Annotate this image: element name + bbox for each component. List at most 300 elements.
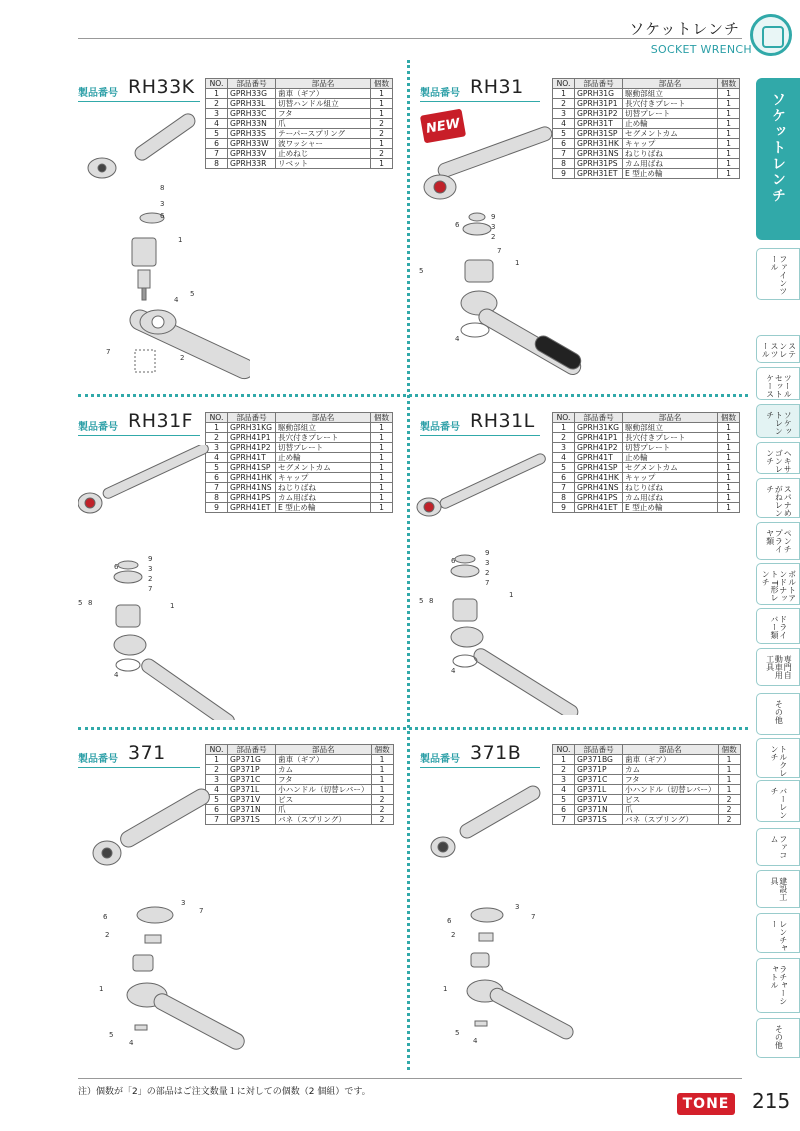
table-cell: ねじりばね [623,149,718,159]
table-cell: GPRH41SP [228,463,276,473]
table-cell: 6 [553,139,575,149]
table-cell: バネ（スプリング） [276,815,372,825]
table-cell: GPRH31KG [575,423,623,433]
table-cell: 2 [371,815,393,825]
table-cell: GPRH31KG [228,423,276,433]
table-row [206,99,393,109]
table-cell: 9 [206,503,228,513]
parts-table-header: 部品番号 [575,79,623,89]
table-row [553,775,741,785]
parts-table-header: 部品名 [276,79,371,89]
svg-text:2: 2 [148,575,153,583]
header-title: ソケットレンチ [629,20,740,38]
svg-text:8: 8 [160,184,165,192]
table-cell: 2 [718,805,740,815]
table-cell: GP371L [228,785,276,795]
tone-logo: TONE [677,1093,735,1115]
table-row [206,765,394,775]
svg-text:6: 6 [455,221,460,229]
product-code: RH33K [128,76,195,98]
table-cell: GP371V [575,795,623,805]
table-cell: 1 [718,765,740,775]
table-cell: カム用ばね [623,493,718,503]
svg-text:3: 3 [485,559,490,567]
product-code: RH31L [470,410,535,432]
svg-text:7: 7 [531,913,536,921]
table-cell: 4 [553,785,575,795]
table-cell: 5 [206,463,228,473]
table-cell: GP371BG [575,755,623,765]
parts-table-header: 個数 [371,79,393,89]
side-tab-6[interactable]: ペンチ プライヤ類 [756,522,800,560]
table-cell: 1 [718,473,740,483]
svg-text:6: 6 [447,917,452,925]
svg-text:8: 8 [88,599,93,607]
table-cell: 波ワッシャー [276,139,371,149]
table-cell: 5 [553,795,575,805]
parts-table-header: NO. [206,413,228,423]
table-cell: 1 [553,423,575,433]
table-cell: 駆動部組立 [276,423,371,433]
svg-text:5: 5 [78,599,83,607]
table-cell: フタ [623,775,719,785]
371-illustration [85,785,255,1050]
svg-text:7: 7 [148,585,153,593]
divider-vertical [407,60,410,1070]
parts-table-header: NO. [206,79,228,89]
side-tab-3[interactable]: ソケットレンチ [756,404,800,438]
table-cell: 1 [206,423,228,433]
product-underline [420,435,540,436]
table-cell: 1 [371,785,393,795]
divider-row2 [78,727,748,730]
product-code: RH31 [470,76,524,98]
371b-illustration [425,785,585,1050]
svg-text:4: 4 [451,667,456,675]
table-cell: 1 [718,493,740,503]
table-cell: GP371C [228,775,276,785]
table-cell: 3 [206,443,228,453]
side-tab-14[interactable]: 建設工具 [756,870,800,908]
side-tab-active[interactable]: ソケットレンチ [756,78,800,240]
svg-text:2: 2 [485,569,490,577]
table-row [553,89,740,99]
table-cell: 1 [371,463,393,473]
table-cell: 止めねじ [276,149,371,159]
table-cell: GPRH33R [228,159,276,169]
parts-table-header: 部品番号 [575,413,623,423]
parts-table-header: 個数 [718,745,740,755]
svg-text:1: 1 [443,985,448,993]
table-cell: 1 [371,775,393,785]
side-tab-16[interactable]: ラチャーシャトル [756,958,800,1013]
table-cell: GPRH41P2 [228,443,276,453]
divider-row1 [78,394,748,397]
svg-text:1: 1 [99,985,104,993]
product-underline [78,435,200,436]
table-cell: 切替プレート [623,443,718,453]
parts-table-header: 個数 [371,745,393,755]
parts-table-header: NO. [553,79,575,89]
table-cell: 5 [553,463,575,473]
table-cell: GPRH41NS [575,483,623,493]
side-tab-7[interactable]: ボルトアンドナット T形レンチ [756,563,800,605]
table-cell: 2 [553,433,575,443]
table-row [206,775,394,785]
table-cell: 6 [553,473,575,483]
table-cell: GPRH33S [228,129,276,139]
table-cell: 7 [206,483,228,493]
side-tab-11[interactable]: トルクレンチ [756,738,800,778]
table-cell: カム用ばね [623,159,718,169]
table-cell: GPRH41T [228,453,276,463]
table-cell: 3 [553,109,575,119]
svg-text:5: 5 [109,1031,114,1039]
table-cell: 8 [206,493,228,503]
side-tab-12[interactable]: バーレンチ [756,780,800,822]
svg-text:3: 3 [181,899,186,907]
table-cell: GP371N [575,805,623,815]
table-cell: 6 [206,139,228,149]
svg-text:1: 1 [170,602,175,610]
rh33k-illustration [80,110,250,385]
table-cell: 1 [371,99,393,109]
table-cell: 1 [718,159,740,169]
product-label: 製品番号 [420,754,460,765]
table-cell: 1 [371,503,393,513]
table-cell: GPRH41ET [575,503,623,513]
svg-text:3: 3 [160,200,165,208]
table-cell: 4 [553,119,575,129]
table-cell: 7 [553,149,575,159]
parts-table-header: 部品番号 [228,745,276,755]
table-cell: 8 [553,493,575,503]
parts-table-header: 部品番号 [575,745,623,755]
side-tab-4[interactable]: ヘキサゴンレンチ [756,442,800,474]
table-cell: 1 [718,463,740,473]
table-cell: GPRH31HK [575,139,623,149]
table-cell: 3 [206,109,228,119]
product-label: 製品番号 [420,88,460,99]
table-cell: GPRH41HK [575,473,623,483]
footnote: 注）個数が「2」の部品はご注文数量１に対しての個数（2 個組）です。 [78,1087,371,1097]
parts-table-header: 部品名 [623,79,718,89]
table-cell: 1 [371,755,393,765]
table-cell: 1 [718,89,740,99]
table-cell: 1 [206,755,228,765]
table-cell: 1 [371,453,393,463]
table-cell: 1 [206,89,228,99]
table-row [553,423,740,433]
table-cell: セグメントカム [276,463,371,473]
table-row [553,109,740,119]
table-cell: E 型止め輪 [276,503,371,513]
table-cell: 1 [371,89,393,99]
table-cell: 爪 [623,805,719,815]
table-cell: 1 [371,423,393,433]
table-cell: GPRH41P1 [228,433,276,443]
side-tab-15[interactable]: レンチャー [756,913,800,953]
table-cell: セグメントカム [623,129,718,139]
table-cell: 1 [718,99,740,109]
table-cell: セグメントカム [623,463,718,473]
parts-table-header: NO. [206,745,228,755]
table-cell: GPRH31P1 [575,99,623,109]
table-cell: 切替プレート [276,443,371,453]
rh31f-illustration [78,445,258,720]
table-cell: 1 [371,109,393,119]
table-cell: フタ [276,109,371,119]
table-cell: GPRH31P2 [575,109,623,119]
table-cell: 2 [553,765,575,775]
side-tab-17[interactable]: その他 [756,1018,800,1058]
table-cell: 1 [371,139,393,149]
svg-text:1: 1 [515,259,520,267]
table-cell: ねじりばね [623,483,718,493]
table-cell: GPRH33V [228,149,276,159]
table-cell: ねじりばね [276,483,371,493]
table-cell: 1 [718,119,740,129]
table-row [553,765,741,775]
svg-text:4: 4 [114,671,119,679]
table-cell: キャップ [276,473,371,483]
parts-table-header: NO. [553,413,575,423]
table-cell: GP371P [228,765,276,775]
product-label: 製品番号 [78,754,118,765]
svg-text:9: 9 [491,213,496,221]
table-cell: 歯車（ギア） [276,89,371,99]
svg-text:6: 6 [103,913,108,921]
table-cell: 9 [553,169,575,179]
table-cell: GPRH33W [228,139,276,149]
svg-text:9: 9 [148,555,153,563]
table-cell: GPRH33G [228,89,276,99]
footer-divider [78,1078,742,1079]
table-cell: 8 [206,159,228,169]
table-cell: GP371L [575,785,623,795]
side-tab-0[interactable]: ファインツール [756,248,800,300]
page-number: 215 [752,1089,791,1113]
product-underline [420,767,540,768]
table-cell: GPRH41P2 [575,443,623,453]
table-cell: GPRH31NS [575,149,623,159]
svg-text:7: 7 [199,907,204,915]
table-cell: 2 [718,815,740,825]
table-cell: 1 [718,755,740,765]
table-row [206,423,393,433]
product-underline [420,101,540,102]
table-cell: GPRH31G [575,89,623,99]
product-label: 製品番号 [78,422,118,433]
svg-text:7: 7 [485,579,490,587]
table-cell: 長穴付きプレート [276,433,371,443]
svg-text:7: 7 [106,348,111,356]
header-subtitle: SOCKET WRENCH [650,43,752,56]
side-tab-2[interactable]: ツールセットケース [756,367,800,400]
parts-table-header: NO. [553,745,575,755]
socket-wrench-icon [750,14,792,56]
svg-text:1: 1 [178,236,183,244]
table-cell: 2 [371,795,393,805]
table-cell: 1 [718,483,740,493]
svg-text:4: 4 [455,335,460,343]
table-cell: 歯車（ギア） [276,755,372,765]
table-cell: 1 [371,483,393,493]
table-cell: 2 [206,433,228,443]
table-cell: 7 [206,149,228,159]
table-cell: 2 [718,795,740,805]
table-cell: バネ（スプリング） [623,815,719,825]
table-cell: 切替プレート [623,109,718,119]
parts-table-header: 個数 [718,79,740,89]
side-tab-1[interactable]: ステンレスツール [756,335,800,363]
table-cell: GPRH41T [575,453,623,463]
table-cell: カム用ばね [276,493,371,503]
table-cell: GPRH41P1 [575,433,623,443]
parts-table-header: 部品名 [623,745,719,755]
svg-text:9: 9 [485,549,490,557]
table-cell: 小ハンドル（切替レバー） [276,785,372,795]
table-cell: テーパースプリング [276,129,371,139]
table-cell: 8 [553,159,575,169]
side-tab-10[interactable]: その他 [756,693,800,735]
table-cell: 3 [553,775,575,785]
table-cell: 1 [718,503,740,513]
table-cell: 止め輪 [623,119,718,129]
table-cell: 6 [206,473,228,483]
side-tab-5[interactable]: スパナめがねレンチ [756,478,800,518]
table-cell: 1 [371,433,393,443]
table-cell: 1 [718,149,740,159]
table-cell: 2 [206,99,228,109]
svg-text:2: 2 [451,931,456,939]
table-cell: ビス [623,795,719,805]
table-cell: 6 [553,805,575,815]
table-cell: 1 [718,109,740,119]
product-code: 371B [470,742,522,764]
parts-table-header: 個数 [718,413,740,423]
table-cell: GPRH41PS [575,493,623,503]
table-cell: 爪 [276,805,372,815]
table-cell: GP371C [575,775,623,785]
svg-text:1: 1 [509,591,514,599]
table-cell: GP371P [575,765,623,775]
table-cell: GPRH31T [575,119,623,129]
table-cell: 1 [718,433,740,443]
table-cell: GPRH31SP [575,129,623,139]
table-row [553,433,740,443]
table-cell: 1 [718,129,740,139]
svg-text:4: 4 [129,1039,134,1047]
table-cell: 切替ハンドル組立 [276,99,371,109]
table-cell: 5 [206,129,228,139]
table-cell: 3 [553,443,575,453]
table-cell: GP371N [228,805,276,815]
table-cell: カム [276,765,372,775]
product-code: RH31F [128,410,194,432]
new-badge: NEW [420,109,466,144]
svg-text:5: 5 [455,1029,460,1037]
product-code: 371 [128,742,166,764]
table-cell: リベット [276,159,371,169]
svg-text:6: 6 [160,212,165,220]
table-cell: キャップ [623,473,718,483]
parts-table-header: 部品番号 [228,79,276,89]
svg-text:4: 4 [473,1037,478,1045]
table-cell: 4 [206,119,228,129]
table-cell: 止め輪 [276,453,371,463]
table-cell: 7 [206,815,228,825]
side-tab-9[interactable]: 専門自動車用工具 [756,648,800,686]
parts-table-header: 部品名 [276,413,371,423]
table-cell: 1 [718,423,740,433]
product-label: 製品番号 [78,88,118,99]
svg-text:5: 5 [419,267,424,275]
table-cell: 止め輪 [623,453,718,463]
rh31l-illustration [415,445,595,715]
table-cell: GPRH41NS [228,483,276,493]
svg-text:5: 5 [190,290,195,298]
svg-text:3: 3 [515,903,520,911]
table-cell: 駆動部組立 [623,89,718,99]
table-cell: GPRH41SP [575,463,623,473]
product-label: 製品番号 [420,422,460,433]
table-row [553,99,740,109]
table-cell: 小ハンドル（切替レバー） [623,785,719,795]
svg-text:6: 6 [451,557,456,565]
table-cell: 1 [371,443,393,453]
table-cell: 1 [553,755,575,765]
table-cell: 4 [206,453,228,463]
header-divider [78,38,742,39]
table-cell: 4 [553,453,575,463]
side-tab-8[interactable]: ドライバー類 [756,608,800,644]
table-cell: 2 [371,805,393,815]
table-cell: 5 [553,129,575,139]
table-cell: 3 [206,775,228,785]
table-cell: 1 [371,473,393,483]
table-cell: 4 [206,785,228,795]
table-row [206,755,394,765]
table-cell: 2 [553,99,575,109]
table-cell: 1 [718,785,740,795]
table-cell: 2 [371,149,393,159]
table-cell: フタ [276,775,372,785]
table-cell: GP371S [575,815,623,825]
table-cell: GPRH33L [228,99,276,109]
side-tab-13[interactable]: ファコム [756,828,800,866]
table-cell: 1 [371,765,393,775]
svg-text:8: 8 [429,597,434,605]
table-cell: 1 [718,169,740,179]
svg-text:7: 7 [497,247,502,255]
parts-table-header: 部品番号 [228,413,276,423]
svg-text:2: 2 [180,354,185,362]
table-cell: GPRH41PS [228,493,276,503]
table-cell: 1 [371,493,393,503]
svg-text:2: 2 [491,233,496,241]
table-cell: 6 [206,805,228,815]
table-cell: E 型止め輪 [623,503,718,513]
table-cell: 2 [371,129,393,139]
table-cell: 1 [718,453,740,463]
table-cell: GPRH33C [228,109,276,119]
table-row [206,89,393,99]
table-cell: 爪 [276,119,371,129]
table-cell: 1 [718,139,740,149]
parts-table-header: 個数 [371,413,393,423]
table-cell: 1 [718,775,740,785]
